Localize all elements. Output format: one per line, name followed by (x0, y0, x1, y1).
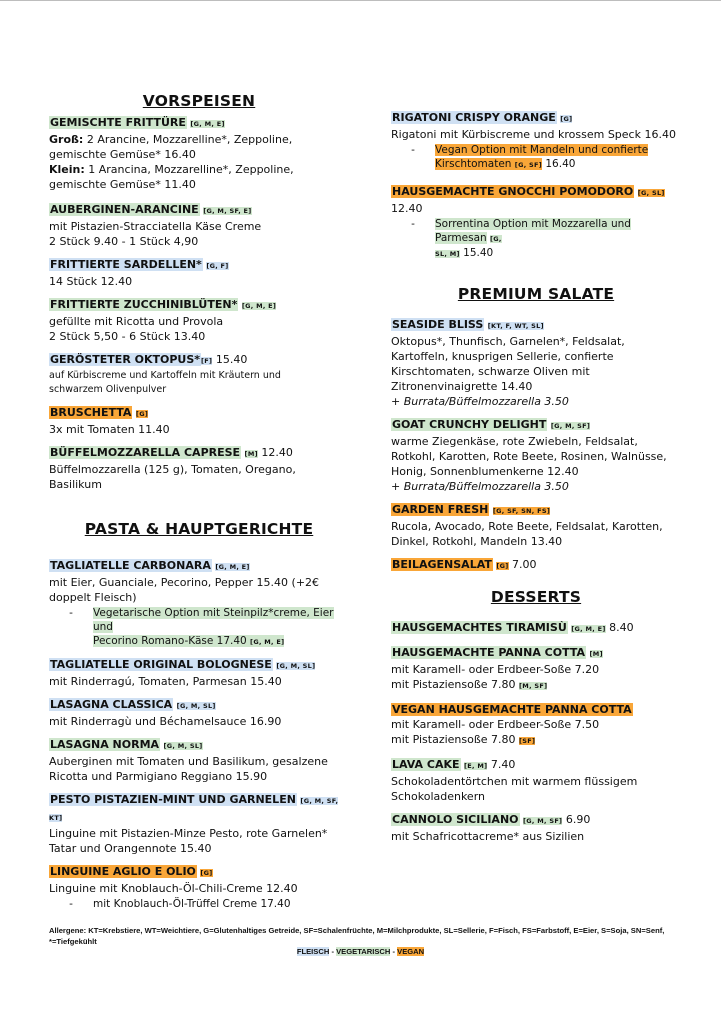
item-desc: 2 Stück 9.40 - 1 Stück 4,90 (49, 235, 199, 248)
item-price: 6.90 (562, 813, 591, 826)
menu-item (49, 792, 349, 856)
allergen-tag: [G, M, E] (250, 638, 285, 646)
allergen-tag: [E, M] (464, 762, 488, 770)
size-label: Klein: (49, 163, 85, 176)
allergen-tag: [G, M, E] (190, 120, 225, 128)
item-name: HAUSGEMACHTE GNOCCHI POMODORO (392, 185, 634, 198)
menu-item (391, 620, 681, 637)
item-desc: 3x mit Tomaten 11.40 (49, 423, 170, 436)
item-name: FRITTIERTE ZUCCHINIBLÜTEN* (50, 298, 238, 311)
allergen-tag: [G, M, SF, E] (203, 207, 252, 215)
item-name: SEASIDE BLISS (392, 318, 484, 331)
menu-item (49, 352, 349, 397)
diet-color-legend (0, 947, 721, 956)
item-desc: Kartoffeln, knusprigen Sellerie, confierte (391, 350, 614, 363)
item-name: BEILAGENSALAT (392, 558, 492, 571)
menu-item (391, 757, 681, 804)
menu-item (49, 864, 349, 911)
item-desc: mit Pistazien-Stracciatella Käse Creme (49, 220, 262, 233)
item-extra: + Burrata/Büffelmozzarella 3.50 (391, 395, 569, 408)
sub-option (391, 217, 681, 261)
menu-item (49, 697, 349, 729)
item-desc: Schokoladenkern (391, 790, 486, 803)
menu-item (49, 445, 349, 492)
item-name: PESTO PISTAZIEN-MINT UND GARNELEN (50, 793, 296, 806)
item-desc: Rigatoni mit Kürbiscreme und krossem Speck 16.40 (391, 128, 676, 141)
allergen-tag: [G] (135, 410, 149, 418)
allergen-tag: [G, M, SL] (176, 702, 216, 710)
item-desc: auf Kürbiscreme und Kartoffeln mit Kräutern und (49, 370, 281, 381)
left-column (49, 86, 349, 919)
legend-meat: FLEISCH (296, 947, 330, 956)
item-desc: schwarzem Olivenpulver (49, 384, 167, 395)
allergen-tag: [M, SF] (519, 682, 548, 690)
bullet: - (411, 218, 415, 230)
menu-item (391, 110, 681, 172)
item-name: LAVA CAKE (392, 758, 460, 771)
item-price: 7.40 (487, 758, 516, 771)
legend-vegetarian: VEGETARISCH (336, 947, 391, 956)
allergen-tag: [M] (589, 650, 603, 658)
menu-item (49, 657, 349, 689)
allergen-tag: [KT, F, WT, SL] (487, 322, 544, 330)
item-desc: Rucola, Avocado, Rote Beete, Feldsalat, Karotten, (391, 520, 663, 533)
item-desc: mit Schafricottacreme* aus Sizilien (391, 830, 585, 843)
item-name: BRUSCHETTA (50, 406, 132, 419)
menu-item (49, 297, 349, 344)
option-text: mit Knoblauch-Öl-Trüffel Creme 17.40 (93, 898, 291, 910)
sub-option (49, 606, 349, 649)
item-name: RIGATONI CRISPY ORANGE (392, 111, 556, 124)
item-name: CANNOLO SICILIANO (392, 813, 519, 826)
item-desc: Oktopus*, Thunfisch, Garnelen*, Feldsalat, (391, 335, 625, 348)
allergen-tag: [G, (490, 235, 502, 243)
bullet: - (69, 607, 73, 619)
legend-separator: - (329, 947, 337, 956)
item-name: GARDEN FRESH (392, 503, 489, 516)
menu-item (49, 257, 349, 289)
allergen-tag: [G, M, SF] (523, 817, 563, 825)
item-desc: mit Karamell- oder Erdbeer-Soße 7.20 (391, 663, 600, 676)
item-desc: mit Pistaziensoße 7.80 (391, 733, 516, 746)
item-desc: mit Pistaziensoße 7.80 (391, 678, 516, 691)
menu-item (391, 557, 681, 574)
item-name: GERÖSTETER OKTOPUS* (50, 353, 201, 366)
menu-item (49, 737, 349, 784)
item-name: BÜFFELMOZZARELLA CAPRESE (50, 446, 241, 459)
item-desc: Zitronenvinaigrette 14.40 (391, 380, 533, 393)
item-name: AUBERGINEN-ARANCINE (50, 203, 199, 216)
item-desc: Auberginen mit Tomaten und Basilikum, gesalzene (49, 755, 328, 768)
item-desc: Basilikum (49, 478, 102, 491)
menu-item (49, 202, 349, 249)
allergen-tag: [M] (244, 450, 258, 458)
menu-item (49, 405, 349, 437)
item-desc: Honig, Sonnenblumenkerne 12.40 (391, 465, 579, 478)
item-desc: mit Rinderragù und Béchamelsauce 16.90 (49, 715, 282, 728)
item-name: FRITTIERTE SARDELLEN* (50, 258, 202, 271)
item-desc: 14 Stück 12.40 (49, 275, 133, 288)
menu-item (391, 812, 681, 844)
allergen-tag: [G] (496, 562, 509, 570)
allergen-tag: [G, M, SL] (163, 742, 203, 750)
menu-item (49, 115, 349, 192)
item-desc: gefüllte mit Ricotta und Provola (49, 315, 224, 328)
item-desc: Dinkel, Rotkohl, Mandeln 13.40 (391, 535, 563, 548)
item-name: LASAGNA NORMA (50, 738, 160, 751)
section-title-vorspeisen: VORSPEISEN (142, 92, 256, 110)
item-desc: Schokoladentörtchen mit warmem flüssigem (391, 775, 638, 788)
allergen-tag: [G, M, SF] (550, 422, 591, 430)
bullet: - (411, 144, 415, 156)
menu-item (391, 417, 681, 494)
item-desc: 1 Arancina, Mozzarelline*, Zeppoline, (84, 163, 294, 176)
sub-option (49, 897, 349, 911)
item-desc: mit Karamell- oder Erdbeer-Soße 7.50 (391, 718, 600, 731)
allergen-tag: [G] (200, 869, 213, 877)
item-name: HAUSGEMACHTE PANNA COTTA (392, 646, 586, 659)
option-text: Vegan Option mit Mandeln und confierte (435, 144, 649, 156)
allergen-legend: Allergene: KT=Krebstiere, WT=Weichtiere, G=Glutenhaltiges Getreide, SF=Schalenfrüchte, M=Milchprodukte, SL=Sellerie, F=Fisch, FS=Farbstoff, E=Eier, S=Soja, SN=Senf, *=Tiefgekühlt (49, 926, 665, 946)
section-title-desserts: DESSERTS (490, 588, 582, 606)
allergen-tag: [SF] (519, 737, 536, 745)
item-price: 15.40 (459, 247, 494, 259)
item-price: 12.40 (257, 446, 293, 459)
menu-item (391, 702, 681, 749)
item-desc: Linguine mit Pistazien-Minze Pesto, rote Garnelen* (49, 827, 328, 840)
item-desc: Linguine mit Knoblauch-Öl-Chili-Creme 12.40 (49, 882, 298, 895)
item-desc: mit Eier, Guanciale, Pecorino, Pepper 15.40 (+2€ (49, 576, 320, 589)
item-name: TAGLIATELLE CARBONARA (50, 559, 211, 572)
allergen-tag: [G, M, E] (215, 563, 250, 571)
option-text: Vegetarische Option mit Steinpilz*creme, Eier und (93, 607, 334, 633)
item-desc: Ricotta und Parmigiano Reggiano 15.90 (49, 770, 268, 783)
item-desc: Büffelmozzarella (125 g), Tomaten, Oregano, (49, 463, 296, 476)
allergen-tag: [G, SL] (637, 189, 665, 197)
item-extra: + Burrata/Büffelmozzarella 3.50 (391, 480, 569, 493)
option-text: Sorrentina Option mit Mozzarella und Parmesan (435, 218, 631, 244)
allergen-tag: [F] (201, 357, 213, 365)
allergen-tag: [G, M, E] (571, 625, 606, 633)
allergen-tag: [G, M, SL] (276, 662, 316, 670)
option-text: Kirschtomaten (435, 158, 512, 170)
allergen-tag: [G, SF] (514, 161, 543, 169)
item-desc: Tatar und Orangennote 15.40 (49, 842, 212, 855)
allergen-tag: [G] (560, 115, 573, 123)
item-price: 7.00 (508, 558, 537, 571)
size-label: Groß: (49, 133, 84, 146)
item-name: LASAGNA CLASSICA (50, 698, 173, 711)
bullet: - (69, 898, 73, 910)
item-desc: Rotkohl, Karotten, Rote Beete, Rosinen, Walnüsse, (391, 450, 667, 463)
legend-separator: - (390, 947, 398, 956)
menu-item (391, 645, 681, 694)
item-desc: 2 Stück 5,50 - 6 Stück 13.40 (49, 330, 206, 343)
menu-item (391, 502, 681, 549)
item-desc: gemischte Gemüse* 11.40 (49, 178, 196, 191)
item-desc: doppelt Fleisch) (49, 591, 137, 604)
legend-vegan: VEGAN (397, 947, 425, 956)
right-column (391, 110, 681, 852)
allergen-tag: [G, M, E] (241, 302, 277, 310)
top-border (0, 0, 721, 1)
item-name: LINGUINE AGLIO E OLIO (50, 865, 196, 878)
item-name: GEMISCHTE FRITTÜRE (50, 116, 186, 129)
item-name: VEGAN HAUSGEMACHTE PANNA COTTA (392, 703, 632, 716)
item-price: 8.40 (605, 621, 634, 634)
sub-option (391, 143, 681, 172)
item-name: HAUSGEMACHTES TIRAMISÙ (392, 621, 567, 634)
menu-item (391, 184, 681, 261)
section-title-salate: PREMIUM SALATE (457, 285, 615, 303)
section-title-pasta: PASTA & HAUPTGERICHTE (84, 520, 314, 538)
option-text: Pecorino Romano-Käse 17.40 (93, 635, 247, 647)
item-desc: gemischte Gemüse* 16.40 (49, 148, 196, 161)
menu-item (391, 317, 681, 409)
menu-item (49, 558, 349, 649)
item-desc: mit Rinderragú, Tomaten, Parmesan 15.40 (49, 675, 282, 688)
allergen-tag: SL, M] (435, 250, 460, 258)
item-price: 15.40 (212, 353, 248, 366)
item-desc: warme Ziegenkäse, rote Zwiebeln, Feldsalat, (391, 435, 638, 448)
item-desc: 2 Arancine, Mozzarelline*, Zeppoline, (83, 133, 293, 146)
allergen-tag: [G, SF, SN, FS] (492, 507, 551, 515)
item-name: GOAT CRUNCHY DELIGHT (392, 418, 547, 431)
item-price: 12.40 (391, 202, 423, 215)
item-name: TAGLIATELLE ORIGINAL BOLOGNESE (50, 658, 272, 671)
item-price: 16.40 (542, 158, 576, 170)
allergen-tag: [G, M, SF, KT] (49, 797, 339, 822)
item-desc: Kirschtomaten, schwarze Oliven mit (391, 365, 590, 378)
allergen-tag: [G, F] (206, 262, 229, 270)
